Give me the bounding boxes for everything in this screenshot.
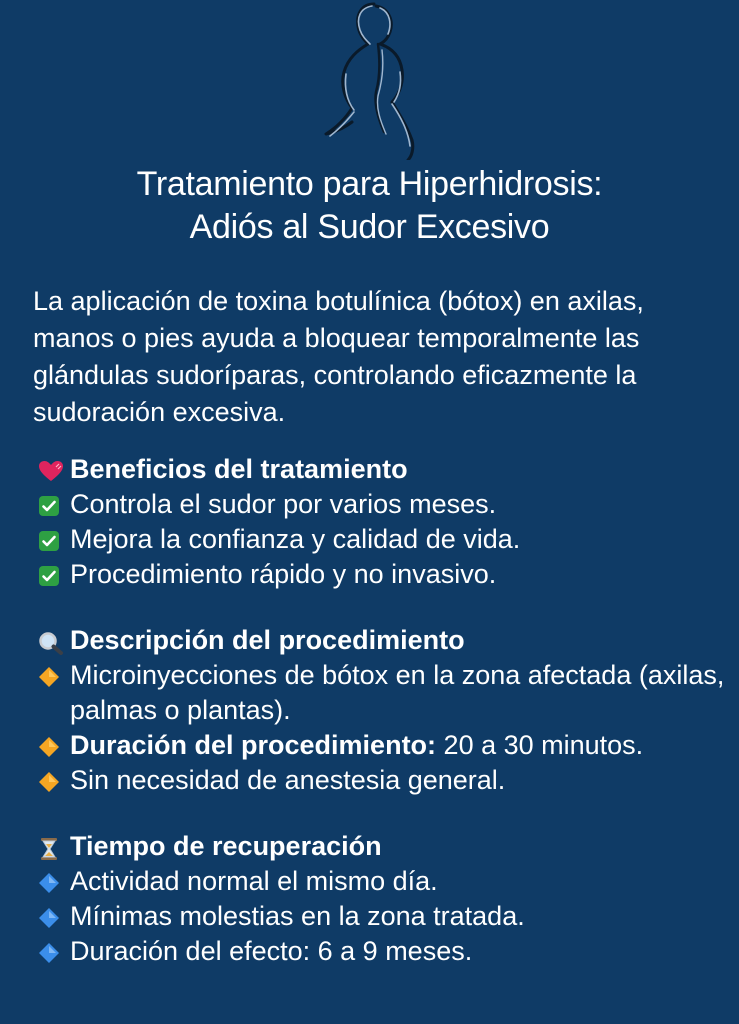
procedure-heading [36,623,726,658]
recovery-item-text: Actividad normal el mismo día. [70,866,438,896]
title-line-2: Adiós al Sudor Excesivo [189,208,550,246]
procedure-item-text: Microinyecciones de bótox en la zona afectada (axilas, palmas o plantas). [70,660,725,725]
recovery-heading-text: Tiempo de recuperación [70,831,382,861]
check-box-icon [36,557,70,592]
blue-diamond-icon [36,899,70,934]
procedure-item-text: Sin necesidad de anestesia general. [70,765,506,795]
orange-diamond-icon [36,658,70,693]
body-silhouette-logo [318,0,422,160]
blue-diamond-icon [36,934,70,969]
magnifier-icon [36,623,70,658]
recovery-heading [36,829,726,864]
recovery-item-text: Duración del efecto: 6 a 9 meses. [70,936,473,966]
check-box-icon [36,522,70,557]
list-item [36,658,726,728]
intro-paragraph: La aplicación de toxina botulínica (bótox) en axilas, manos o pies ayuda a bloquear temporalmente las glándulas sudoríparas, controlando eficazmente la sudoración excesiva. [33,286,644,427]
list-item [36,557,726,592]
list-item [36,899,726,934]
page-title [0,163,739,249]
hourglass-icon [36,829,70,864]
list-item [36,522,726,557]
procedure-section [36,623,726,798]
heart-icon [36,452,70,487]
list-item [36,934,726,969]
title-line-1: Tratamiento para Hiperhidrosis: [136,165,603,203]
orange-diamond-icon [36,763,70,798]
procedure-heading-text: Descripción del procedimiento [70,625,465,655]
orange-diamond-icon [36,728,70,763]
list-item [36,864,726,899]
benefit-item-text: Procedimiento rápido y no invasivo. [70,559,497,589]
procedure-duration-text [70,728,726,763]
benefits-heading-text: Beneficios del tratamiento [70,454,408,484]
benefits-section [36,452,726,592]
check-box-icon [36,487,70,522]
recovery-section [36,829,726,969]
benefit-item-text: Controla el sudor por varios meses. [70,489,497,519]
duration-value: 20 a 30 minutos. [436,730,644,760]
list-item [36,763,726,798]
duration-label: Duración del procedimiento: [70,730,437,760]
benefit-item-text: Mejora la confianza y calidad de vida. [70,524,521,554]
list-item [36,487,726,522]
list-item [36,728,726,763]
benefits-heading [36,452,726,487]
blue-diamond-icon [36,864,70,899]
recovery-item-text: Mínimas molestias en la zona tratada. [70,901,525,931]
